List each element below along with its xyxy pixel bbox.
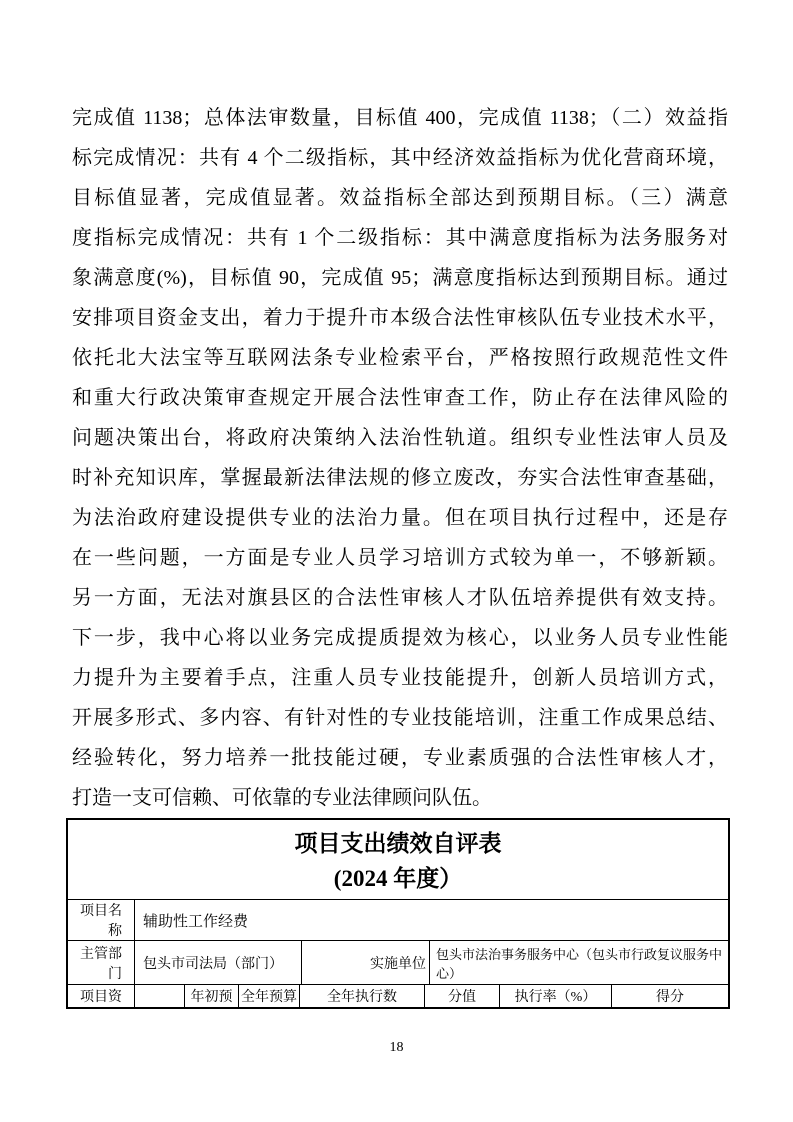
paragraph-line: 为法治政府建设提供专业的法治力量。但在项目执行过程中，还是存 <box>72 507 728 529</box>
paragraph-line: 力提升为主要着手点，注重人员专业技能提升，创新人员培训方式， <box>72 667 728 689</box>
department-label-cell <box>68 941 134 984</box>
page-number: 18 <box>389 1040 404 1055</box>
paragraph-line: 另一方面，无法对旗县区的合法性审核人才队伍培养提供有效支持。 <box>72 587 728 609</box>
paragraph-line: 问题决策出台，将政府决策纳入法治性轨道。组织专业性法审人员及 <box>72 427 728 449</box>
paragraph-line: 时补充知识库，掌握最新法律法规的修立废改，夯实合法性审查基础， <box>72 467 728 489</box>
paragraph-line: 和重大行政决策审查规定开展合法性审查工作，防止存在法律风险的 <box>72 387 728 409</box>
header-cell-score-value: 分值 <box>424 985 499 1007</box>
report-paragraph <box>72 98 728 818</box>
header-cell-empty <box>134 985 184 1007</box>
paragraph-line: 打造一支可信赖、可依靠的专业法律顾问队伍。 <box>72 787 492 809</box>
table-row-department <box>68 940 728 984</box>
paragraph-line: 依托北大法宝等互联网法条专业检索平台，严格按照行政规范性文件 <box>72 347 728 369</box>
header-cell-project-funds: 项目资 <box>80 990 122 1005</box>
paragraph-line: 目标值显著，完成值显著。效益指标全部达到预期目标。（三）满意 <box>72 187 728 209</box>
header-cell-annual-execution: 全年执行数 <box>299 985 424 1007</box>
project-name-label-line1: 项目名 <box>80 904 122 919</box>
table-title-block <box>68 820 728 899</box>
table-title: 项目支出绩效自评表 <box>294 831 502 856</box>
project-name-label-line2: 称 <box>108 924 122 939</box>
department-label-line1: 主管部 <box>80 946 122 962</box>
paragraph-line: 安排项目资金支出，着力于提升市本级合法性审核队伍专业技术水平， <box>72 307 728 329</box>
paragraph-line: 完成值 1138；总体法审数量，目标值 400，完成值 1138；（二）效益指 <box>72 107 728 129</box>
department-label-line2: 门 <box>108 966 122 982</box>
header-cell-execution-rate: 执行率（%） <box>499 985 611 1007</box>
header-cell-score: 得分 <box>611 985 728 1007</box>
table-row-project-name <box>68 899 728 940</box>
table-row-budget-header <box>68 984 728 1007</box>
department-value-cell: 包头市司法局（部门） <box>134 941 301 984</box>
self-evaluation-table <box>66 818 730 1009</box>
project-name-label-cell <box>68 900 134 940</box>
paragraph-line: 下一步，我中心将以业务完成提质提效为核心，以业务人员专业性能 <box>72 627 728 649</box>
implementing-unit-label-cell: 实施单位 <box>301 941 429 984</box>
paragraph-line: 标完成情况：共有 4 个二级指标，其中经济效益指标为优化营商环境， <box>72 147 728 169</box>
header-cell-annual-budget: 全年预算 <box>238 985 299 1007</box>
table-title-year: (2024 年度） <box>333 866 463 891</box>
project-name-value-cell: 辅助性工作经费 <box>134 900 728 940</box>
paragraph-line: 经验转化，努力培养一批技能过硬，专业素质强的合法性审核人才， <box>72 747 728 769</box>
paragraph-line: 开展多形式、多内容、有针对性的专业技能培训，注重工作成果总结、 <box>72 707 728 729</box>
implementing-unit-value-cell: 包头市法治事务服务中心（包头市行政复议服务中心） <box>429 941 728 984</box>
header-cell-initial-budget: 年初预 <box>184 985 238 1007</box>
paragraph-line: 度指标完成情况：共有 1 个二级指标：其中满意度指标为法务服务对 <box>72 227 728 249</box>
paragraph-line: 在一些问题，一方面是专业人员学习培训方式较为单一，不够新颖。 <box>72 547 728 569</box>
paragraph-line: 象满意度(%)，目标值 90，完成值 95；满意度指标达到预期目标。通过 <box>72 267 728 289</box>
